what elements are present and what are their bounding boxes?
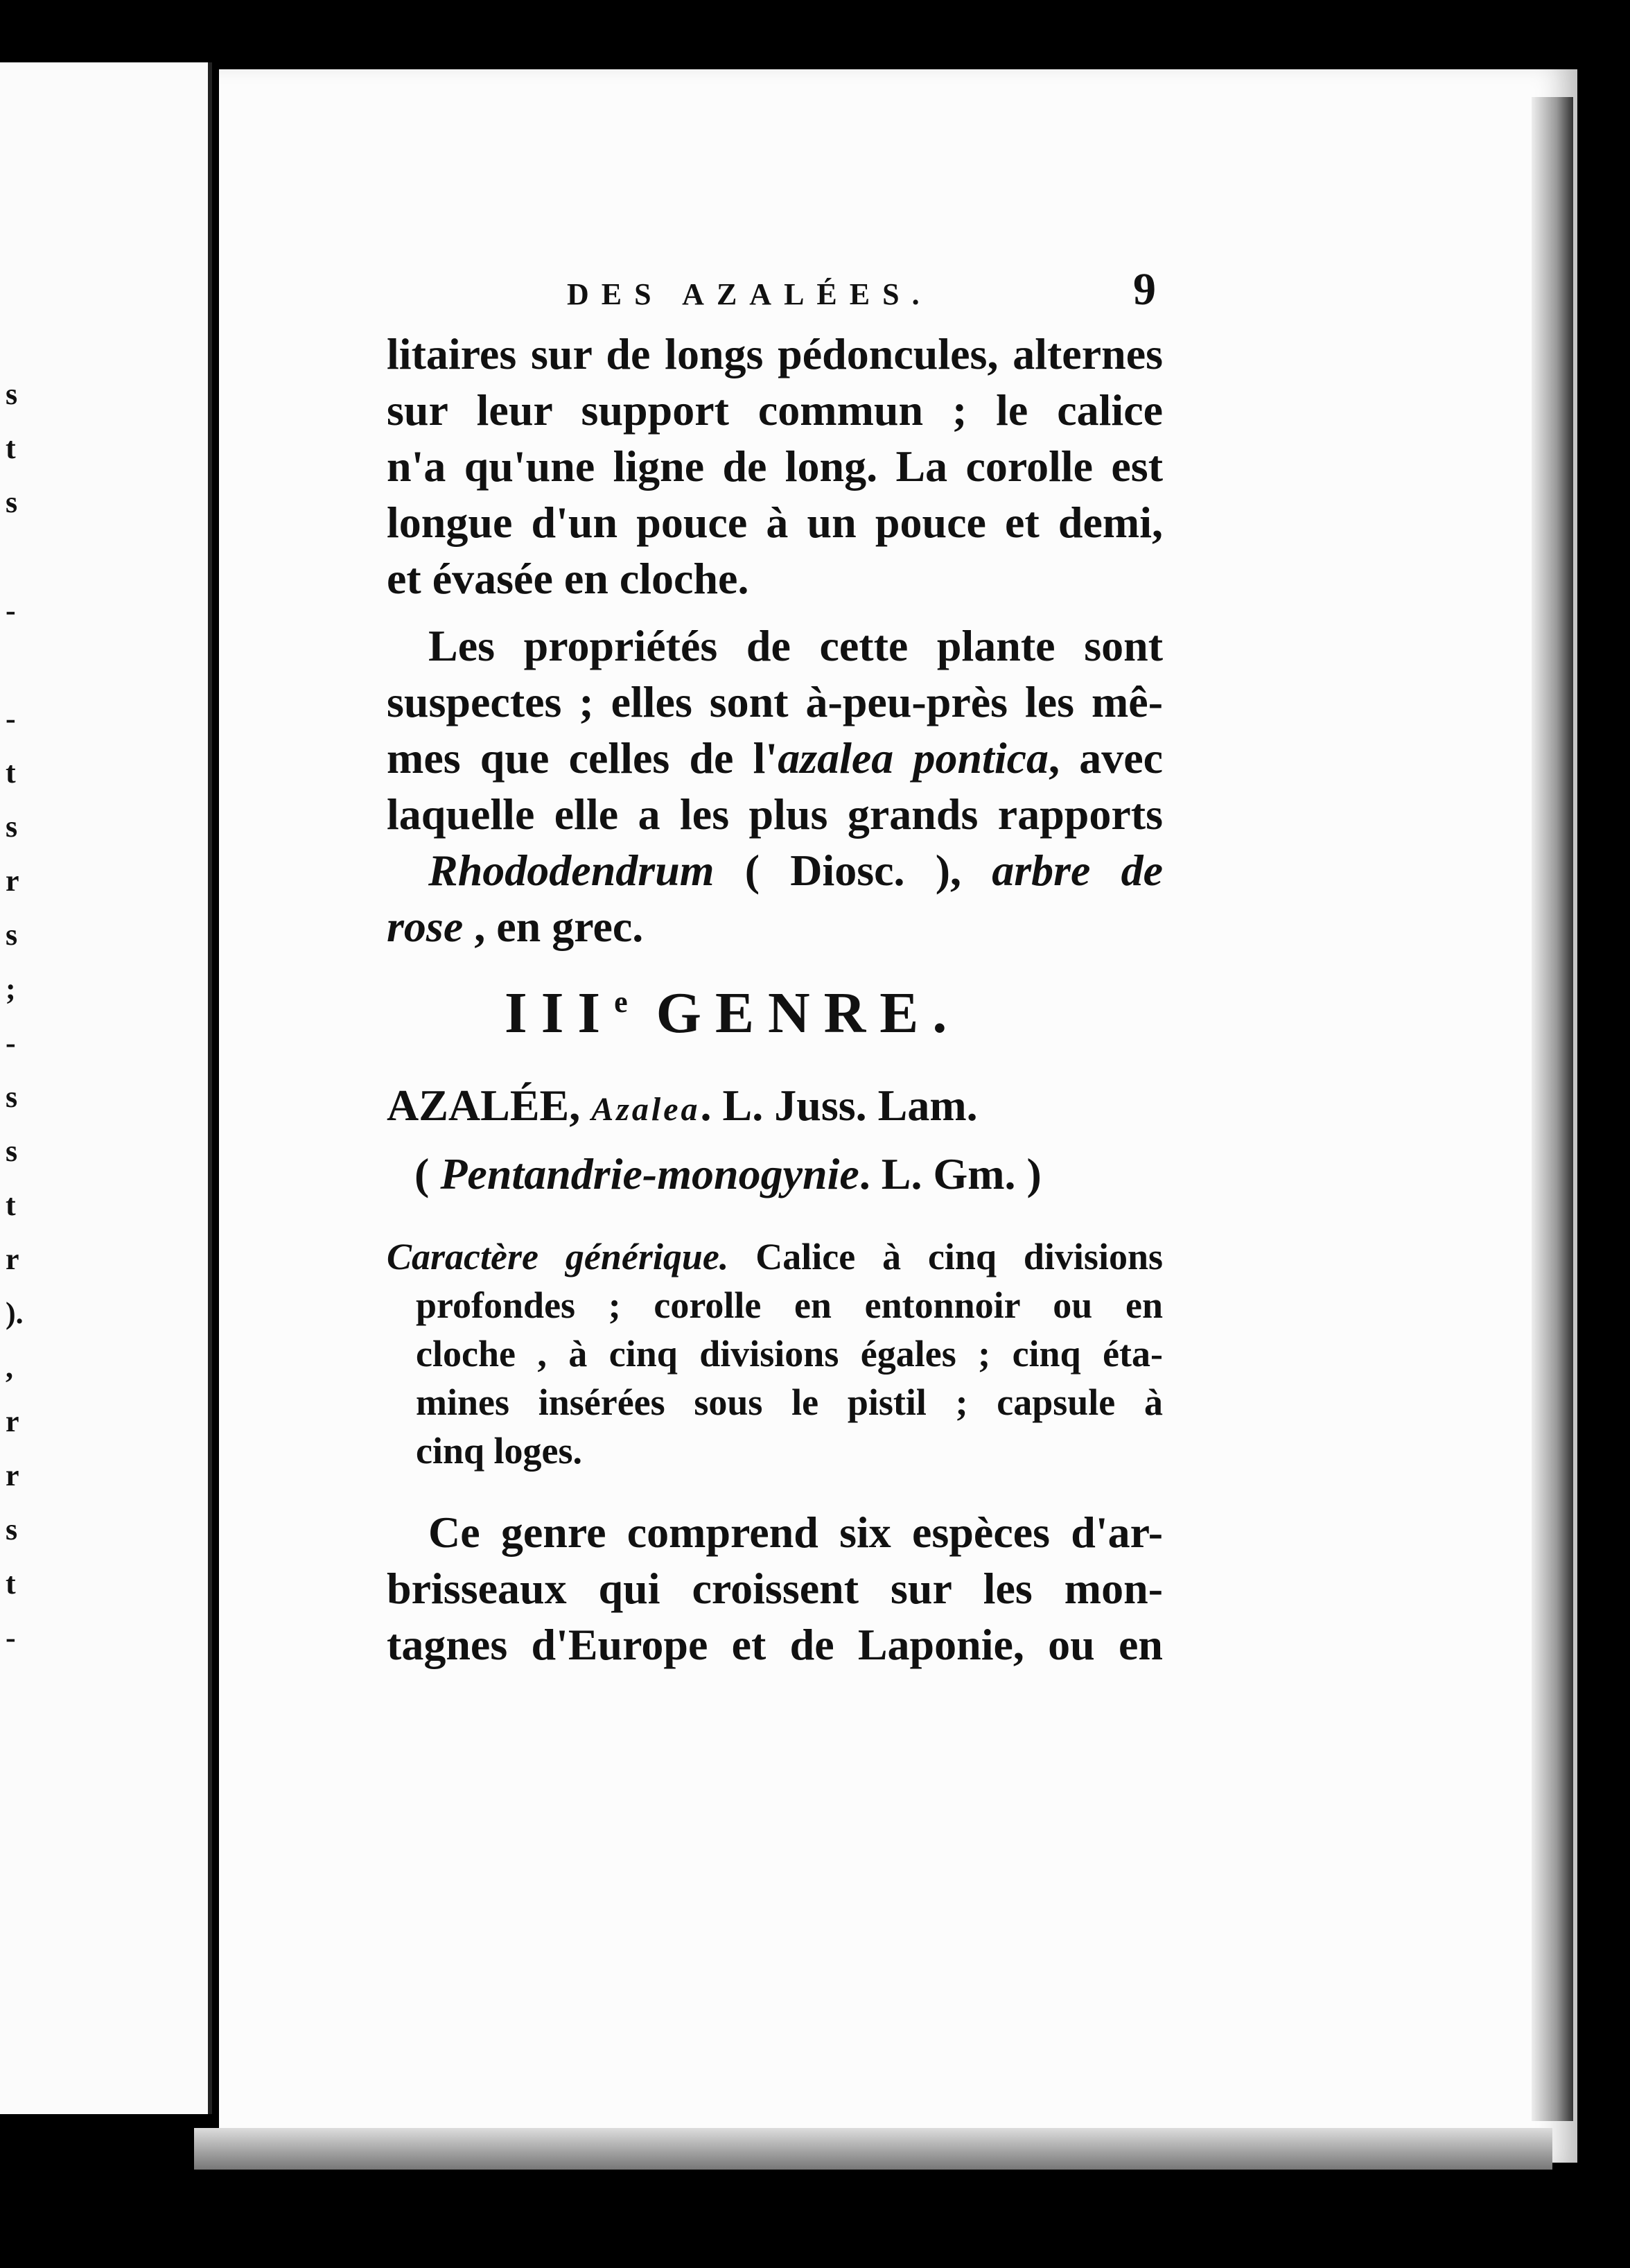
text-line: mines insérées sous le pistil ; capsule à [416, 1381, 1163, 1423]
classification-line: ( Pentandrie-monogynie. L. Gm. ) [414, 1149, 1042, 1198]
italic-term: rose [387, 902, 464, 951]
genus-line: AZALÉE, Azalea. L. Juss. Lam. [387, 1081, 978, 1130]
running-head [387, 263, 1163, 326]
page-number: 9 [1133, 264, 1156, 315]
margin-char: t [6, 1188, 16, 1222]
text-line: Ce genre comprend six espèces d'ar- [428, 1508, 1163, 1557]
text-line: brisseaux qui croissent sur les mon- [387, 1564, 1163, 1613]
text-line: sur leur support commun ; le calice [387, 385, 1163, 435]
text-line: suspectes ; elles sont à-peu-près les mê- [387, 677, 1163, 726]
text-line: litaires sur de longs pédoncules, alternes [387, 329, 1163, 378]
page-text-block [387, 263, 1163, 1673]
text-line: profondes ; corolle en entonnoir ou en [416, 1284, 1163, 1326]
margin-char: - [6, 1621, 16, 1655]
margin-char: t [6, 756, 16, 790]
text-line: cloche , à cinq divisions égales ; cinq éta- [416, 1333, 1163, 1375]
page-bottom-edge [194, 2128, 1552, 2170]
text-line: tagnes d'Europe et de Laponie, ou en [387, 1620, 1163, 1669]
running-title: DES AZALÉES. [567, 277, 932, 311]
latin-genus: Azalea [591, 1091, 701, 1128]
italic-term: arbre de [992, 846, 1164, 895]
margin-char: t [6, 431, 16, 465]
genre-heading: IIIe GENRE. [505, 981, 961, 1045]
left-margin-fragments [6, 367, 47, 1665]
paragraph-1 [387, 326, 1163, 607]
margin-char: s [6, 1134, 18, 1168]
text-line: cinq loges. [416, 1430, 583, 1472]
margin-char: r [6, 1242, 19, 1276]
margin-char [6, 638, 47, 692]
margin-char: s [6, 810, 18, 844]
text-line: n'a qu'une ligne de long. La corolle est [387, 442, 1163, 491]
caractere-label: Caractère générique. [387, 1236, 729, 1277]
margin-char: , [6, 1350, 13, 1384]
margin-char: s [6, 1080, 18, 1114]
text-line: Rhododendrum ( Diosc. ), arbre de [428, 846, 1164, 895]
margin-char: ; [6, 972, 16, 1006]
italic-term: azalea pontica [778, 733, 1049, 783]
text-line: rose , en grec. [387, 902, 644, 951]
text-line: Les propriétés de cette plante sont [428, 621, 1163, 670]
margin-char: s [6, 377, 18, 411]
italic-term: Rhododendrum [428, 846, 715, 895]
page-edge-shadow [1532, 97, 1573, 2121]
margin-char: t [6, 1567, 16, 1600]
margin-char: s [6, 485, 18, 519]
text-line: et évasée en cloche. [387, 554, 749, 603]
margin-char: s [6, 918, 18, 952]
dropcap-word: Ce [428, 1508, 480, 1557]
margin-char [6, 530, 47, 584]
margin-char: - [6, 701, 16, 735]
paragraph-2 [387, 618, 1163, 954]
text-line: mes que celles de l'azalea pontica, avec [387, 733, 1164, 783]
margin-char: ). [6, 1296, 24, 1330]
margin-char: - [6, 593, 16, 627]
margin-char: r [6, 864, 19, 898]
margin-char: - [6, 1026, 16, 1060]
generic-character [387, 1232, 1163, 1475]
margin-char: r [6, 1458, 19, 1492]
text-line: longue d'un pouce à un pouce et demi, [387, 498, 1163, 547]
text-line: laquelle elle a les plus grands rapports [387, 790, 1163, 839]
margin-char: r [6, 1404, 19, 1438]
left-page [0, 62, 212, 2114]
margin-char: s [6, 1512, 18, 1546]
text-line: Caractère générique. Calice à cinq divisions [387, 1236, 1163, 1277]
final-paragraph [387, 1504, 1163, 1673]
